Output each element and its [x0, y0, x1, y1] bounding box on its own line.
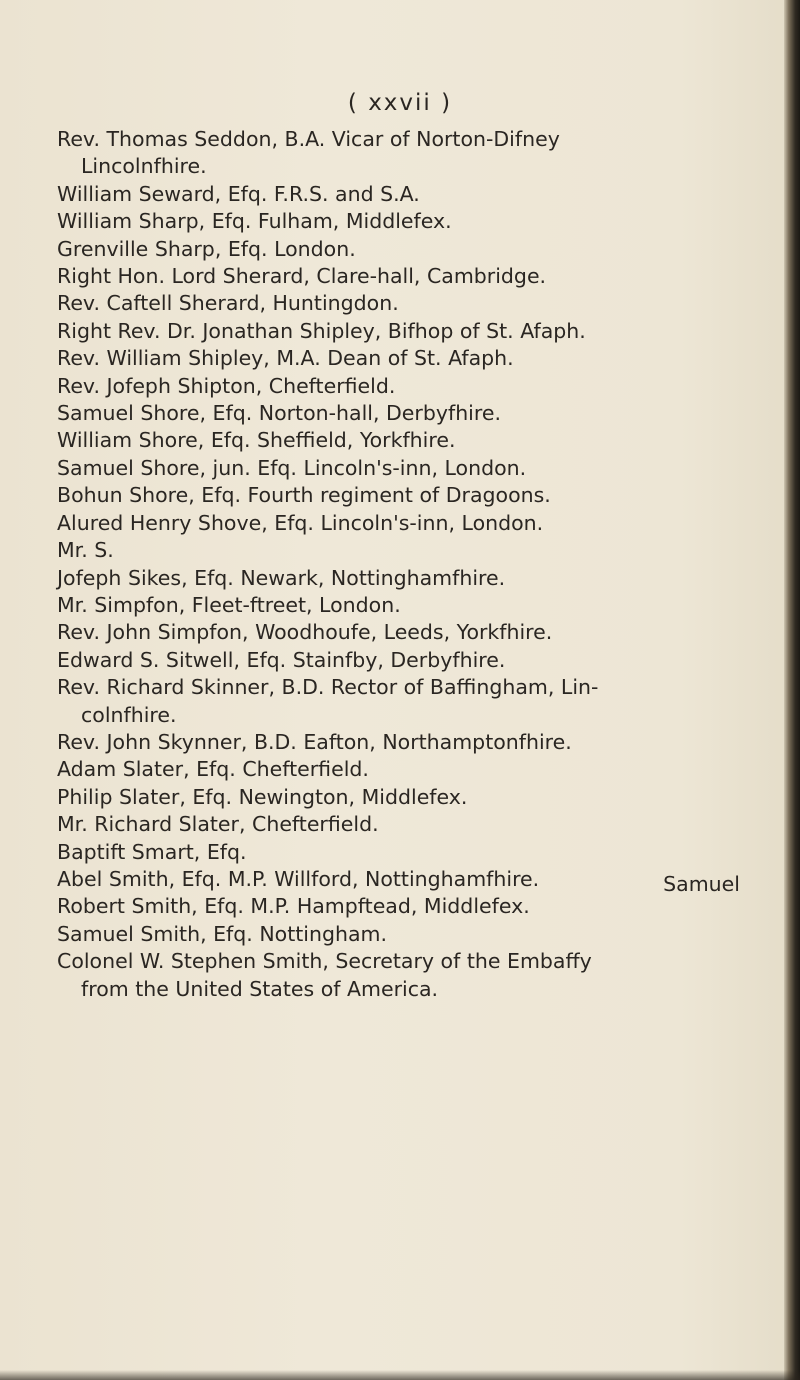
- page-edge-shadow: [784, 0, 800, 1380]
- list-item: Rev. Thomas Seddon, B.A. Vicar of Norton-Difney: [57, 127, 560, 151]
- list-item: Rev. Caftell Sherard, Huntingdon.: [57, 291, 399, 316]
- list-item: William Seward, Efq. F.R.S. and S.A.: [57, 181, 420, 206]
- list-item: Samuel Smith, Efq. Nottingham.: [57, 921, 388, 946]
- list-item: Mr. S.: [57, 538, 114, 563]
- list-item: Grenville Sharp, Efq. London.: [57, 236, 356, 261]
- list-item: Mr. Simpfon, Fleet-ftreet, London.: [57, 592, 401, 617]
- list-item: Right Rev. Dr. Jonathan Shipley, Bifhop of St. Afaph.: [57, 318, 586, 343]
- list-item: Bohun Shore, Efq. Fourth regiment of Dragoons.: [57, 483, 551, 508]
- page-number: ( xxvii ): [347, 90, 453, 116]
- list-item: Philip Slater, Efq. Newington, Middlefex.: [57, 784, 468, 809]
- list-item-continuation: from the United States of America.: [81, 976, 439, 1001]
- list-item-continuation: colnfhire.: [81, 702, 177, 727]
- list-item: Jofeph Sikes, Efq. Newark, Nottinghamfhire.: [57, 565, 506, 590]
- list-item: William Shore, Efq. Sheffield, Yorkfhire.: [57, 428, 456, 453]
- list-item: Samuel Shore, jun. Efq. Lincoln's-inn, London.: [57, 455, 527, 480]
- list-item: William Sharp, Efq. Fulham, Middlefex.: [57, 209, 452, 234]
- list-item-continuation: Lincolnfhire.: [81, 154, 207, 179]
- list-item: Adam Slater, Efq. Chefterfield.: [57, 757, 369, 782]
- list-item: Robert Smith, Efq. M.P. Hampftead, Middlefex.: [57, 894, 530, 919]
- list-item: Right Hon. Lord Sherard, Clare-hall, Cambridge.: [57, 264, 547, 289]
- list-item: Mr. Richard Slater, Chefterfield.: [57, 812, 379, 837]
- list-item: Baptift Smart, Efq.: [57, 839, 247, 864]
- list-item: Abel Smith, Efq. M.P. Willford, Nottinghamfhire.: [57, 866, 540, 891]
- list-item: Rev. Richard Skinner, B.D. Rector of Baffingham, Lin-: [57, 675, 599, 700]
- list-item: Rev. William Shipley, M.A. Dean of St. Afaph.: [57, 346, 514, 371]
- list-item: Rev. John Simpfon, Woodhoufe, Leeds, Yorkfhire.: [57, 620, 553, 645]
- catchword: Samuel: [663, 872, 740, 896]
- list-item: Rev. John Skynner, B.D. Eafton, Northamptonfhire.: [57, 729, 572, 754]
- list-item: Colonel W. Stephen Smith, Secretary of the Embaffy: [57, 949, 592, 974]
- list-item: Samuel Shore, Efq. Norton-hall, Derbyfhire.: [57, 401, 501, 426]
- list-item: Edward S. Sitwell, Efq. Stainfby, Derbyfhire.: [57, 647, 506, 672]
- list-item: Alured Henry Shove, Efq. Lincoln's-inn, London.: [57, 510, 544, 535]
- list-item: Rev. Jofeph Shipton, Chefterfield.: [57, 373, 396, 398]
- page-bottom-shadow: [0, 1370, 800, 1380]
